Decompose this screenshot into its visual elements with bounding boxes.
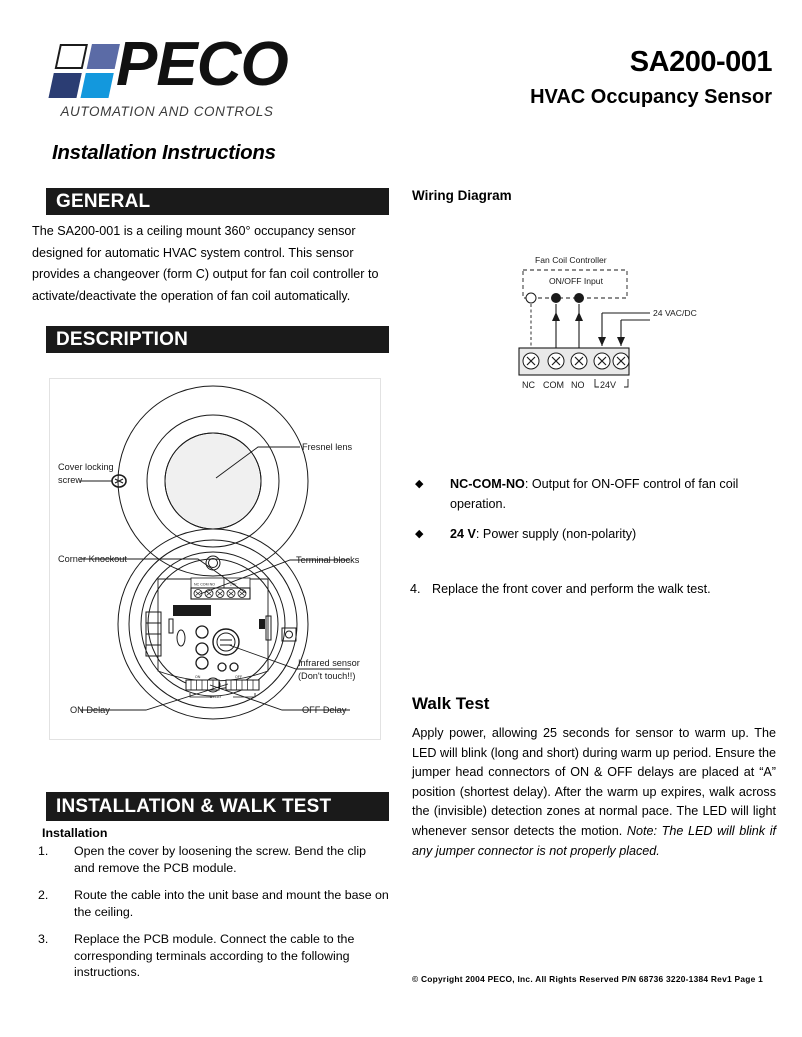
step-number: 4.	[410, 582, 421, 596]
node-com	[551, 293, 561, 303]
label-delay: DELAY	[210, 695, 222, 699]
step-number: 1.	[38, 844, 49, 858]
wiring-diagram-title: Wiring Diagram	[412, 188, 512, 203]
label-off-delay: OFF Delay	[302, 705, 347, 715]
walk-test-title: Walk Test	[412, 694, 490, 713]
section-header-general-label: GENERAL	[56, 190, 151, 212]
step-text: Replace the front cover and perform the walk test.	[432, 582, 711, 596]
document-title: Installation Instructions	[52, 141, 276, 164]
walk-test-note: Note: The LED will blink if any jumper connector is not properly placed.	[412, 823, 777, 858]
list-item	[38, 887, 390, 920]
label-terminal-blocks: Terminal blocks	[296, 555, 360, 565]
note-text: : Output for ON-OFF control of fan coil operation.	[450, 477, 739, 511]
terminal-notes-list	[412, 475, 784, 556]
list-item	[38, 931, 390, 981]
walk-test-body	[412, 724, 776, 861]
node-no	[574, 293, 584, 303]
label-cover-locking-screw-1: Cover locking	[58, 462, 114, 472]
sensor-diagram-figure	[49, 378, 381, 740]
product-name: HVAC Occupancy Sensor	[530, 86, 772, 108]
section-header-description-label: DESCRIPTION	[56, 328, 189, 350]
general-body-text: The SA200-001 is a ceiling mount 360° occupancy sensor designed for automatic HVAC system control. This sensor provides a changeover (form C) output for fan coil controller to activate/deactivate the operation of fan coil automatically.	[32, 224, 379, 303]
label-fresnel-lens: Fresnel lens	[302, 442, 353, 452]
step-number: 3.	[38, 932, 49, 946]
installation-steps-list	[38, 843, 390, 992]
logo-wordmark: PECO	[116, 30, 288, 99]
installation-step-4	[410, 580, 770, 600]
step-text: Route the cable into the unit base and mount the base on the ceiling.	[74, 888, 389, 919]
logo-squares-icon	[48, 44, 122, 100]
logo-square-top-left	[55, 44, 88, 69]
list-item	[38, 843, 390, 876]
label-on-delay: ON Delay	[70, 705, 110, 715]
step-text: Open the cover by loosening the screw. Bend the clip and remove the PCB module.	[74, 844, 367, 875]
note-label: NC-COM-NO	[450, 477, 525, 491]
label-on-off-input: ON/OFF Input	[549, 276, 603, 286]
footer-copyright: © Copyright 2004 PECO, Inc. All Rights Reserved P/N 68736 3220-1384 Rev1 Page 1	[412, 974, 763, 984]
section-header-installation	[46, 792, 389, 821]
peco-logo	[48, 30, 328, 100]
label-cover-locking-screw-2: screw	[58, 475, 82, 485]
label-terminal-com: COM	[543, 380, 564, 390]
list-item	[410, 580, 770, 600]
diamond-bullet-icon: ◆	[415, 528, 424, 540]
step-number: 2.	[38, 888, 49, 902]
logo-tagline: AUTOMATION AND CONTROLS	[60, 104, 274, 119]
installation-subheading: Installation	[42, 826, 108, 840]
label-fan-coil-controller: Fan Coil Controller	[535, 255, 607, 265]
logo-square-top-right	[87, 44, 120, 69]
page-header	[0, 0, 802, 132]
label-jumper-on: ON	[195, 675, 201, 679]
logo-square-bottom-right	[80, 73, 113, 98]
pcb-chip	[173, 605, 211, 616]
label-supply-voltage: 24 VAC/DC	[653, 308, 697, 318]
section-header-installation-label: INSTALLATION & WALK TEST	[56, 795, 332, 817]
list-item	[412, 475, 784, 514]
wiring-diagram-figure	[495, 248, 715, 393]
label-corner-knockout: Corner Knockout	[58, 554, 127, 564]
label-pcb-terminal-right: 24V	[230, 582, 237, 587]
step-text: Replace the PCB module. Connect the cable to the corresponding terminals according to the following instructions.	[74, 932, 355, 979]
label-terminal-no: NO	[571, 380, 585, 390]
note-text: : Power supply (non-polarity)	[475, 527, 637, 541]
node-nc	[526, 293, 536, 303]
note-label: 24 V	[450, 527, 476, 541]
label-infrared-sensor-2: (Don't touch!!)	[298, 671, 356, 681]
model-number: SA200-001	[629, 46, 772, 78]
fresnel-lens-surface	[166, 434, 260, 528]
label-jumper-off: OFF	[235, 675, 243, 679]
list-item	[412, 525, 784, 545]
label-infrared-sensor-1: Infrared sensor	[298, 658, 360, 668]
section-header-description	[46, 326, 389, 353]
diamond-bullet-icon: ◆	[415, 478, 424, 490]
logo-square-bottom-left	[48, 73, 81, 98]
walk-test-body-main: Apply power, allowing 25 seconds for sensor to warm up. The LED will blink (long and short) during warm up period. Ensure the jumper head connectors of ON & OFF delays are placed at “A” position (shortest delay). After the warm up expires, walk across the (invisible) detection zones at normal pace. The LED will light whenever sensor detects the motion.	[412, 726, 776, 838]
label-terminal-24v: 24V	[600, 380, 617, 390]
section-header-general	[46, 188, 389, 215]
label-terminal-nc: NC	[522, 380, 535, 390]
label-pcb-terminal-left: NC COM NO	[194, 582, 215, 587]
